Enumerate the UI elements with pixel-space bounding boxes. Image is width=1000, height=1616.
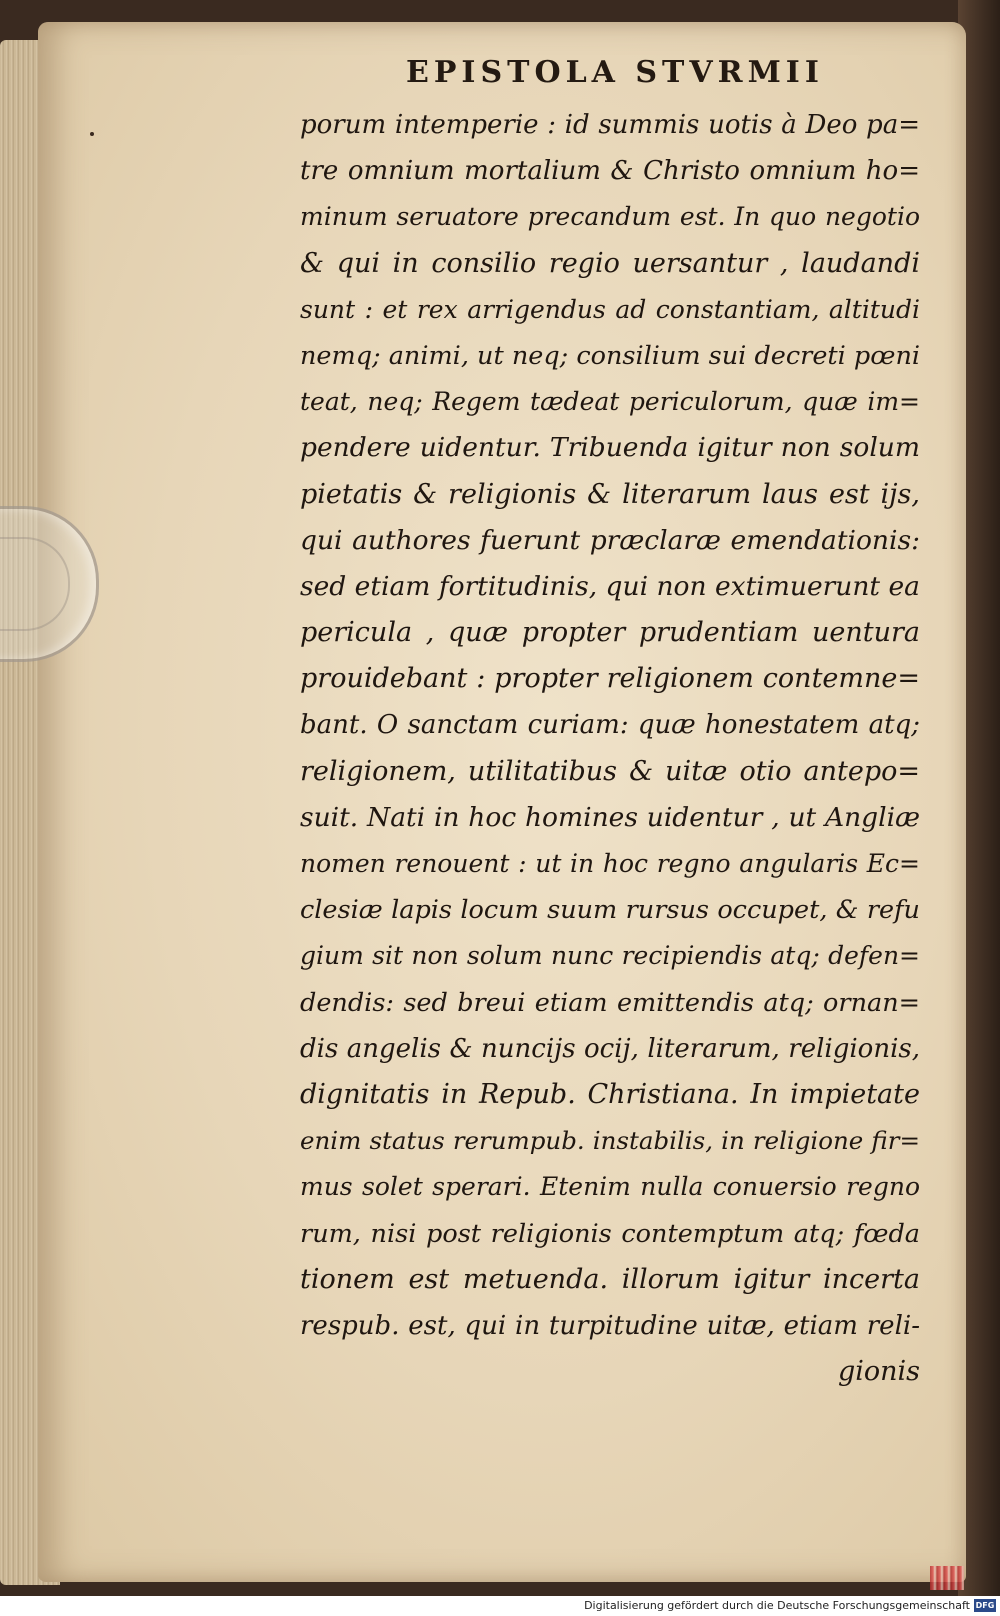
text-line: enim status rerumpub. instabilis, in religione fir= (300, 1126, 920, 1156)
text-line: tionem est metuenda. illorum igitur incerta (300, 1263, 920, 1295)
dfg-logo: DFG (975, 1601, 995, 1610)
text-line: rum, nisi post religionis contemptum atq; fœda (300, 1218, 920, 1249)
running-head: EPISTOLA STVRMII (406, 55, 824, 90)
page-clip-inner (0, 537, 70, 631)
text-line: gionis (837, 1356, 920, 1388)
text-line: sed etiam fortitudinis, qui non extimuerunt ea (300, 570, 920, 602)
bookmark-ribbon (930, 1566, 964, 1590)
page-mark (90, 132, 94, 136)
text-line: dignitatis in Repub. Christiana. In impietate (300, 1078, 920, 1110)
text-line: pericula , quæ propter prudentiam uentura (300, 617, 920, 649)
text-line: clesiæ lapis locum suum rursus occupet, & refu (300, 895, 920, 926)
text-line: pendere uidentur. Tribuenda igitur non solum (300, 432, 920, 464)
text-line: qui authores fuerunt præclaræ emendationis: (300, 524, 920, 556)
text-line: bant. O sanctam curiam: quæ honestatem atq; (300, 710, 920, 741)
text-line: pietatis & religionis & literarum laus est ijs, (300, 478, 920, 510)
body-text (300, 102, 920, 1395)
text-line: dendis: sed breui etiam emittendis atq; ornan= (300, 987, 920, 1018)
text-line: tre omnium mortalium & Christo omnium ho= (300, 156, 920, 187)
text-line: suit. Nati in hoc homines uidentur , ut Angliæ (300, 801, 920, 833)
text-line: mus solet sperari. Etenim nulla conuersio regno (300, 1172, 920, 1202)
text-line: teat, neq; Regem tædeat periculorum, quæ im= (300, 387, 920, 417)
text-line: prouidebant : propter religionem contemne= (300, 663, 920, 695)
digitization-credit: Digitalisierung gefördert durch die Deutsche Forschungsgemeinschaft (584, 1599, 970, 1612)
text-line: nomen renouent : ut in hoc regno angularis Ec= (300, 849, 920, 878)
text-line: sunt : et rex arrigendus ad constantiam, altitudi (300, 294, 920, 324)
text-line: minum seruatore precandum est. In quo negotio (300, 202, 920, 232)
text-line: porum intemperie : id summis uotis à Deo pa= (300, 110, 920, 140)
text-line: respub. est, qui in turpitudine uitæ, etiam reli- (300, 1310, 920, 1341)
text-line: religionem, utilitatibus & uitæ otio antepo= (300, 755, 920, 787)
text-line: nemq; animi, ut neq; consilium sui decreti pœni (300, 340, 921, 371)
text-line: dis angelis & nuncijs ocij, literarum, religionis, (300, 1033, 920, 1064)
text-line: gium sit non solum nunc recipiendis atq; defen= (300, 941, 920, 971)
text-line: & qui in consilio regio uersantur , laudandi (300, 247, 920, 279)
